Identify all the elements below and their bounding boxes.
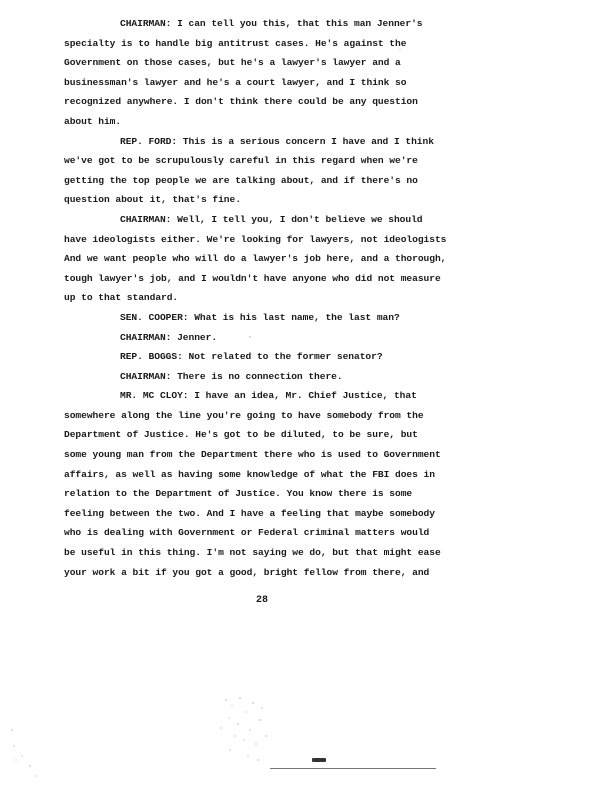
text-line: And we want people who will do a lawyer's job here, and a thorough, — [64, 253, 447, 265]
text-line: businessman's lawyer and he's a court lawyer, and I think so — [64, 76, 407, 88]
text-line: we've got to be scrupulously careful in this regard when we're — [64, 155, 418, 167]
text-line: about him. — [64, 115, 122, 127]
bottom-rule — [270, 768, 436, 769]
text-line: recognized anywhere. I don't think there could be any question — [64, 96, 418, 108]
page-number: 28 — [256, 595, 269, 606]
text-line: CHAIRMAN: I can tell you this, that this man Jenner's — [120, 18, 423, 29]
text-line: tough lawyer's job, and I wouldn't have anyone who did not measure — [64, 272, 441, 284]
ink-mark — [312, 758, 326, 762]
text-line: CHAIRMAN: Jenner. — [120, 331, 218, 343]
text-line: Department of Justice. He's got to be diluted, to be sure, but — [64, 429, 418, 441]
text-line: somewhere along the line you're going to have somebody from the — [64, 409, 424, 421]
text-line: feeling between the two. And I have a feeling that maybe somebody — [64, 507, 435, 519]
text-line: getting the top people we are talking about, and if there's no — [64, 174, 418, 186]
text-line: who is dealing with Government or Federal criminal matters would — [64, 527, 430, 539]
text-line: REP. FORD: This is a serious concern I have and I think — [120, 135, 434, 147]
text-line: be useful in this thing. I'm not saying we do, but that might ease — [64, 547, 441, 559]
text-line: REP. BOGGS: Not related to the former senator? — [120, 351, 383, 363]
text-line: have ideologists either. We're looking for lawyers, not ideologists — [64, 233, 447, 245]
text-line: MR. MC CLOY: I have an idea, Mr. Chief Justice, that — [120, 390, 417, 402]
text-line: some young man from the Department there who is used to Government — [64, 449, 441, 461]
text-line: CHAIRMAN: There is no connection there. — [120, 370, 343, 382]
text-line: SEN. COOPER: What is his last name, the last man? — [120, 311, 400, 323]
text-line: your work a bit if you got a good, bright fellow from there, and — [64, 566, 430, 578]
text-line: affairs, as well as having some knowledge of what the FBI does in — [64, 468, 435, 480]
text-line: relation to the Department of Justice. You know there is some — [64, 488, 413, 500]
text-line: specialty is to handle big antitrust cases. He's against the — [64, 37, 407, 49]
text-line: up to that standard. — [64, 292, 179, 304]
text-line: question about it, that's fine. — [64, 194, 241, 206]
text-line: Government on those cases, but he's a lawyer's lawyer and a — [64, 57, 401, 69]
text-line: CHAIRMAN: Well, I tell you, I don't believe we should — [120, 213, 423, 225]
